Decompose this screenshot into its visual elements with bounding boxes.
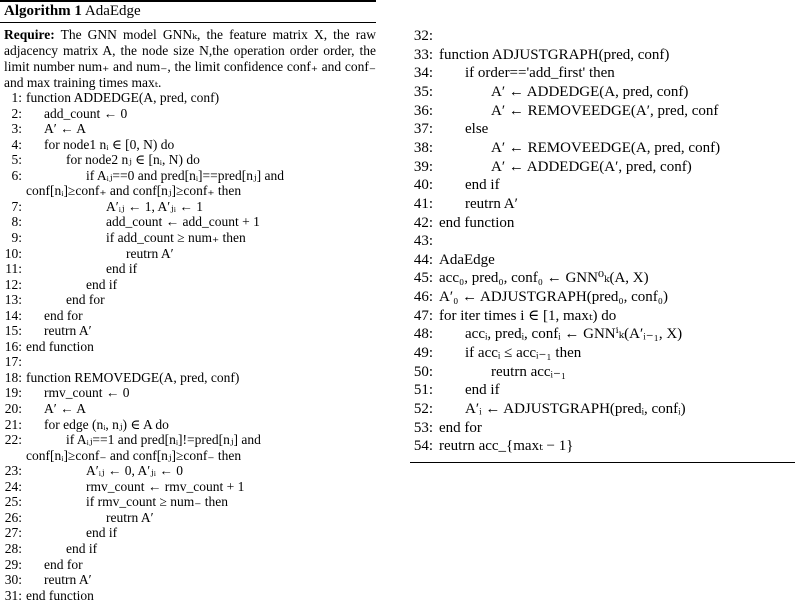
- code-line: [0, 494, 228, 510]
- line-number: 26:: [4, 509, 22, 525]
- line-text: AdaEdge: [439, 251, 495, 268]
- line-number: 10:: [4, 245, 22, 261]
- line-text: rmv_count ← 0: [44, 385, 130, 401]
- line-number: 43:: [413, 233, 433, 250]
- code-line: [0, 168, 284, 184]
- line-text: conf[nᵢ]≥conf₊ and conf[nⱼ]≥conf₊ then: [26, 183, 242, 199]
- line-number: 25:: [4, 494, 22, 510]
- line-text: reutrn accᵢ₋₁: [491, 363, 567, 380]
- line-number: 4:: [11, 136, 22, 152]
- code-line: [405, 176, 500, 194]
- line-number: 49:: [413, 345, 433, 362]
- code-line: [0, 385, 130, 401]
- line-number: 47:: [413, 307, 433, 324]
- line-text: if rmv_count ≥ num₋ then: [86, 494, 229, 510]
- line-text: end for: [439, 419, 482, 436]
- line-number: 30:: [4, 572, 22, 588]
- line-number: 50:: [413, 363, 433, 380]
- line-number: 12:: [4, 276, 22, 292]
- line-text: end if: [465, 177, 500, 194]
- line-text: function REMOVEDGE(A, pred, conf): [26, 369, 240, 385]
- line-text: if accᵢ ≤ accᵢ₋₁ then: [465, 345, 582, 362]
- line-number: 3:: [11, 121, 22, 137]
- code-line: [0, 323, 92, 339]
- top-rule: [0, 0, 376, 2]
- line-text: if Aᵢⱼ==1 and pred[nᵢ]!=pred[nⱼ] and: [66, 432, 261, 448]
- code-line: [0, 277, 117, 293]
- code-line: [405, 214, 514, 232]
- line-number: 15:: [4, 323, 22, 339]
- line-number: 52:: [413, 401, 433, 417]
- line-number: 9:: [11, 229, 22, 245]
- code-line: [0, 401, 86, 417]
- line-text: function ADJUSTGRAPH(pred, conf): [439, 46, 670, 63]
- code-line: [405, 344, 581, 362]
- line-number: 14:: [4, 307, 22, 323]
- line-number: 34:: [413, 65, 433, 82]
- code-line: [0, 106, 127, 122]
- code-line: [0, 246, 174, 262]
- line-text: if Aᵢⱼ==0 and pred[nᵢ]==pred[nⱼ] and: [86, 167, 284, 183]
- line-number: 29:: [4, 556, 22, 572]
- line-text: end if: [66, 540, 98, 556]
- code-line: [0, 261, 137, 277]
- line-text: A′ᵢⱼ ← 1, A′ⱼᵢ ← 1: [106, 198, 203, 214]
- code-line: [0, 90, 219, 106]
- code-line: [405, 83, 688, 101]
- line-number: 35:: [413, 83, 433, 100]
- line-text: conf[nᵢ]≥conf₋ and conf[nⱼ]≥conf₋ then: [26, 447, 242, 463]
- code-line: [0, 199, 203, 215]
- line-number: 33:: [413, 46, 433, 63]
- line-text: A′ᵢⱼ ← 0, A′ⱼᵢ ← 0: [86, 463, 183, 479]
- code-line: [0, 463, 183, 479]
- code-line: [0, 339, 94, 355]
- line-number: 39:: [413, 158, 433, 175]
- line-text: end function: [26, 338, 94, 354]
- line-text: end function: [26, 587, 94, 603]
- line-number: 37:: [413, 121, 433, 138]
- line-number: 22:: [4, 432, 22, 448]
- code-line: [405, 363, 566, 381]
- code-line: [0, 432, 261, 448]
- code-line: [405, 195, 518, 213]
- line-number: 40:: [413, 177, 433, 194]
- code-line: [0, 448, 241, 464]
- line-text: add_count ← add_count + 1: [106, 214, 260, 230]
- code-line: [0, 152, 200, 168]
- line-text: function ADDEDGE(A, pred, conf): [26, 90, 220, 105]
- line-number: 5:: [11, 152, 22, 168]
- algorithm-label: Algorithm 1: [4, 3, 82, 19]
- require-block: [4, 27, 376, 91]
- line-number: 28:: [4, 540, 22, 556]
- line-text: reutrn A′: [44, 572, 92, 588]
- code-line: [405, 139, 720, 157]
- code-line: [0, 541, 97, 557]
- code-line: [0, 510, 154, 526]
- line-number: 19:: [4, 385, 22, 401]
- line-text: else: [465, 121, 489, 138]
- line-number: 51:: [413, 382, 433, 399]
- code-line: [0, 479, 244, 495]
- line-text: A′ ← REMOVEEDGE(A, pred, conf): [491, 139, 721, 156]
- code-line: [405, 64, 615, 82]
- line-number: 6:: [11, 167, 22, 183]
- code-line: [405, 120, 488, 138]
- line-number: 17:: [4, 354, 22, 370]
- line-number: 46:: [413, 289, 433, 306]
- line-text: end for: [66, 292, 105, 308]
- line-text: add_count ← 0: [44, 105, 128, 121]
- code-line: [0, 292, 105, 308]
- line-text: end for: [44, 307, 83, 323]
- line-number: 21:: [4, 416, 22, 432]
- line-number: 45:: [413, 270, 433, 287]
- line-text: if order=='add_first' then: [465, 65, 615, 82]
- line-text: reutrn A′: [106, 509, 154, 525]
- code-line: [405, 437, 573, 455]
- require-label: Require:: [4, 27, 55, 42]
- line-text: end function: [439, 214, 515, 231]
- code-line: [0, 230, 246, 246]
- line-text: reutrn A′: [44, 323, 92, 339]
- line-text: A′ᵢ ← ADJUSTGRAPH(predᵢ, confᵢ): [465, 401, 686, 417]
- code-line: [0, 121, 86, 137]
- line-text: end if: [106, 261, 138, 277]
- line-number: 7:: [11, 198, 22, 214]
- code-line: [405, 251, 495, 269]
- line-number: 36:: [413, 102, 433, 119]
- line-number: 24:: [4, 478, 22, 494]
- line-number: 42:: [413, 214, 433, 231]
- line-text: A′₀ ← ADJUSTGRAPH(pred₀, conf₀): [439, 289, 668, 306]
- code-line: [0, 557, 83, 573]
- line-text: for node1 nᵢ ∈ [0, N) do: [44, 136, 175, 152]
- line-text: A′ ← A: [44, 121, 86, 137]
- line-number: 32:: [413, 28, 433, 44]
- code-line: [405, 232, 439, 250]
- line-text: reutrn acc_{maxₜ − 1}: [439, 438, 574, 455]
- line-text: A′ ← ADDEDGE(A, pred, conf): [491, 83, 689, 100]
- code-line: [405, 288, 668, 306]
- line-number: 18:: [4, 369, 22, 385]
- code-line: [405, 381, 500, 399]
- code-line: [0, 354, 26, 370]
- code-line: [0, 572, 92, 588]
- algorithm-title: [4, 3, 141, 20]
- code-line: [405, 325, 682, 343]
- code-line: [0, 308, 83, 324]
- line-text: for iter times i ∈ [1, maxₜ) do: [439, 307, 617, 324]
- code-line: [0, 525, 117, 541]
- code-line: [405, 158, 692, 176]
- line-number: 38:: [413, 139, 433, 156]
- line-text: accᵢ, predᵢ, confᵢ ← GNNⁱₖ(A′ᵢ₋₁, X): [465, 326, 683, 343]
- code-line: [0, 214, 260, 230]
- line-number: 48:: [413, 326, 433, 343]
- code-line: [405, 27, 439, 45]
- code-line: [405, 307, 616, 325]
- line-number: 27:: [4, 525, 22, 541]
- line-number: 53:: [413, 419, 433, 436]
- code-line: [0, 370, 239, 386]
- line-number: 31:: [4, 587, 22, 603]
- line-text: end if: [465, 382, 500, 399]
- line-text: A′ ← A: [44, 401, 86, 416]
- line-number: 44:: [413, 251, 433, 268]
- line-text: if add_count ≥ num₊ then: [106, 229, 246, 245]
- line-text: rmv_count ← rmv_count + 1: [86, 478, 245, 494]
- code-line: [405, 46, 669, 64]
- algorithm-name: AdaEdge: [84, 3, 141, 19]
- line-text: A′ ← ADDEDGE(A′, pred, conf): [491, 158, 692, 175]
- line-text: acc₀, pred₀, conf₀ ← GNN⁰ₖ(A, X): [439, 270, 649, 287]
- line-number: 41:: [413, 195, 433, 212]
- code-line: [0, 588, 94, 604]
- line-number: 23:: [4, 463, 22, 479]
- line-number: 1:: [11, 90, 22, 105]
- title-rule: [0, 22, 376, 23]
- code-line: [0, 137, 174, 153]
- code-line: [405, 419, 482, 437]
- line-number: 54:: [413, 438, 433, 455]
- line-number: 11:: [5, 261, 22, 277]
- line-text: end if: [86, 525, 118, 541]
- line-text: reutrn A′: [126, 245, 174, 261]
- line-text: end if: [86, 276, 118, 292]
- line-text: reutrn A′: [465, 195, 518, 212]
- code-line: [405, 400, 686, 418]
- line-number: 20:: [4, 401, 22, 416]
- code-line: [405, 102, 718, 120]
- code-line: [405, 269, 649, 287]
- line-text: for node2 nⱼ ∈ [nᵢ, N) do: [66, 152, 200, 168]
- line-number: 13:: [4, 292, 22, 308]
- line-text: for edge (nᵢ, nⱼ) ∈ A do: [44, 416, 169, 432]
- code-line: [0, 183, 241, 199]
- require-text: The GNN model GNNₖ, the feature matrix X, the raw adjacency matrix A, the node size N,the operation order order, the limit number num₊ and num₋, the limit confidence conf₊ and conf₋ and max training times maxₜ.: [4, 27, 376, 90]
- bottom-rule: [410, 462, 795, 463]
- line-number: 2:: [11, 105, 22, 121]
- line-number: 8:: [11, 214, 22, 230]
- line-text: A′ ← REMOVEEDGE(A′, pred, conf: [491, 102, 719, 119]
- code-line: [0, 417, 169, 433]
- line-text: end for: [44, 556, 83, 572]
- line-number: 16:: [4, 338, 22, 354]
